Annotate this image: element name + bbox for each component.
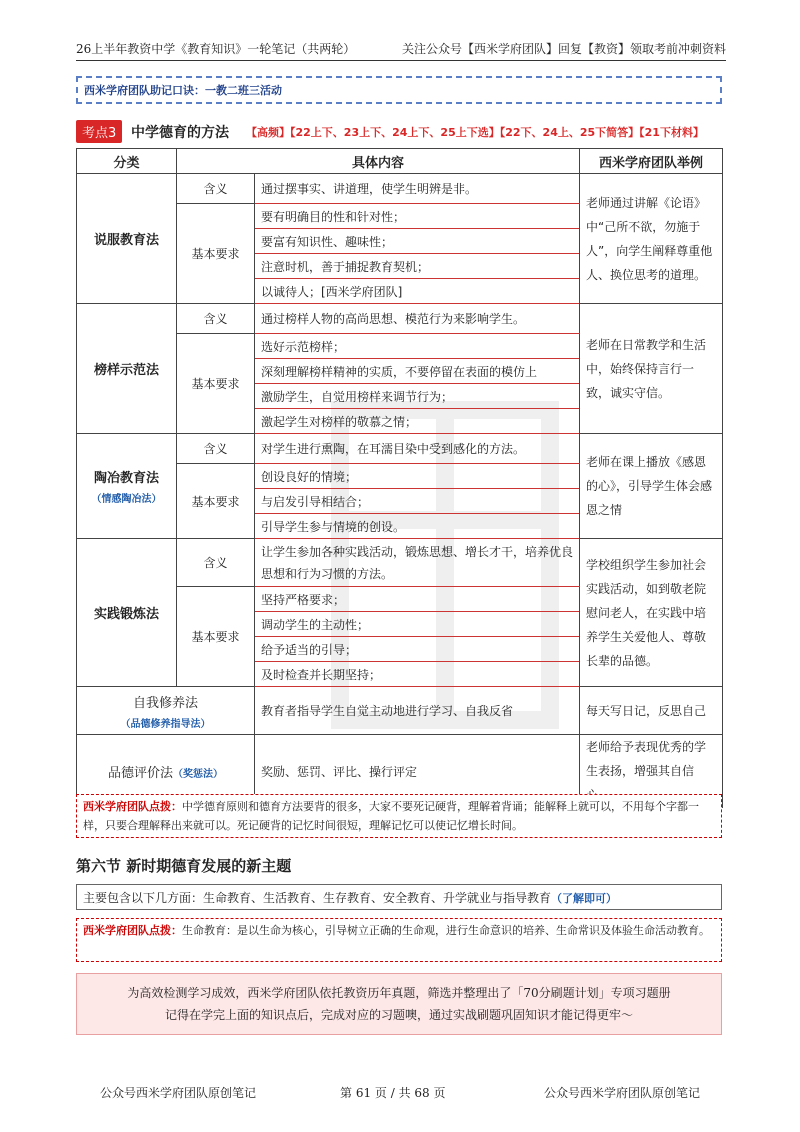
promo-line2: 记得在学完上面的知识点后，完成对应的习题噢，通过实战刷题巩固知识才能记得更牢～: [164, 1008, 633, 1022]
topics-text: 主要包含以下几方面：生命教育、生活教育、生存教育、安全教育、升学就业与指导教育: [83, 891, 552, 905]
method-category: [77, 539, 177, 687]
footer-right: 公众号西米学府团队原创笔记: [544, 1086, 701, 1100]
method-content: 教育者指导学生自觉主动地进行学习、自我反省: [255, 687, 580, 735]
tip2-text: 生命教育：是以生命为核心，引导树立正确的生命观，进行生命意识的培养、生命常识及体验生命活动教育。: [182, 924, 710, 937]
method-category: [77, 174, 177, 304]
requirement-item: 激起学生对榜样的敬慕之情；: [255, 409, 580, 434]
requirement-item: 注意时机，善于捕捉教育契机；: [255, 254, 580, 279]
definition-label: 含义: [177, 434, 255, 464]
promo-line1: 为高效检测学习成效，西米学府团队依托教资历年真题，筛选并整理出了「70分刷题计划」专项习题册: [127, 986, 671, 1000]
method-name: 自我修养法: [132, 695, 198, 711]
method-example: 每天写日记，反思自己: [580, 687, 723, 735]
definition-text: 通过榜样人物的高尚思想、模范行为来影响学生。: [255, 304, 580, 334]
definition-text: 通过摆事实、讲道理，使学生明辨是非。: [255, 174, 580, 204]
definition-label: 含义: [177, 539, 255, 587]
requirement-item: 坚持严格要求；: [255, 587, 580, 612]
requirement-item: 调动学生的主动性；: [255, 612, 580, 637]
definition-label: 含义: [177, 304, 255, 334]
kaodian-frequency: 【高频】【22上下、23上下、24上下、25上下选】【22下、24上、25下简答】【21下材料】: [246, 126, 704, 139]
requirement-item: 引导学生参与情境的创设。: [255, 514, 580, 539]
method-note: （情感陶冶法）: [91, 494, 162, 505]
method-example: 学校组织学生参加社会实践活动，如到敬老院慰问老人，在实践中培养学生关爱他人、尊敬长辈的品德。: [580, 539, 723, 687]
requirement-item: 以诚待人；[西米学府团队]: [255, 279, 580, 304]
table-row: [77, 304, 723, 334]
header-content: 具体内容: [177, 149, 580, 174]
kaodian-title: 中学德育的方法: [131, 125, 229, 141]
tip2-label: 西米学府团队点拨：: [83, 924, 182, 937]
method-name: 榜样示范法: [93, 363, 159, 378]
table-row: [77, 174, 723, 204]
requirement-item: 给予适当的引导；: [255, 637, 580, 662]
section-title: 第六节 新时期德育发展的新主题: [76, 857, 292, 875]
table-header-row: [77, 149, 723, 174]
header-left: 26上半年教资中学《教育知识》一轮笔记（共两轮）: [76, 42, 356, 56]
table-row: [77, 687, 723, 735]
header-right: 关注公众号【西米学府团队】回复【教资】领取考前冲刺资料: [401, 42, 726, 56]
method-content: 奖励、惩罚、评比、操行评定: [255, 735, 580, 808]
definition-label: 含义: [177, 174, 255, 204]
table-row: [77, 434, 723, 464]
table-row: [77, 539, 723, 587]
requirements-label: 基本要求: [177, 587, 255, 687]
tip-box-2: [76, 918, 722, 962]
footer-page: 第 61 页 / 共 68 页: [340, 1086, 446, 1100]
method-name: 陶冶教育法: [93, 471, 159, 486]
mnemonic-box: 西米学府团队助记口诀：一教二班三活动: [76, 76, 722, 104]
moral-methods-table: [76, 148, 723, 808]
header-example: 西米学府团队举例: [580, 149, 723, 174]
method-example: 老师在课上播放《感恩的心》，引导学生体会感恩之情: [580, 434, 723, 539]
topics-box: [76, 884, 722, 910]
method-name: 说服教育法: [93, 233, 159, 248]
tip1-label: 西米学府团队点拨：: [83, 800, 182, 813]
requirement-item: 选好示范榜样；: [255, 334, 580, 359]
definition-text: 对学生进行熏陶，在耳濡目染中受到感化的方法。: [255, 434, 580, 464]
requirement-item: 创设良好的情境；: [255, 464, 580, 489]
promo-banner: [76, 973, 722, 1035]
page-header: [76, 40, 726, 61]
method-example: 老师给予表现优秀的学生表扬，增强其自信: [580, 735, 723, 808]
method-category: [77, 687, 255, 735]
tip1-text: 中学德育原则和德育方法要背的很多，大家不要死记硬背，理解着背诵；能解释上就可以，不用每个字都一样，只要合理解释出来就可以。死记硬背的记忆时间很短，理解记忆可以使记忆增长时间。: [83, 800, 699, 832]
method-note: （品德修养指导法）: [120, 718, 211, 730]
method-category: [77, 434, 177, 539]
header-category: 分类: [77, 149, 177, 174]
requirement-item: 与启发引导相结合；: [255, 489, 580, 514]
kaodian-tag: 考点3: [76, 120, 122, 143]
requirement-item: 深刻理解榜样精神的实质，不要停留在表面的模仿上: [255, 359, 580, 384]
requirement-item: 及时检查并长期坚持；: [255, 662, 580, 687]
requirement-item: 激励学生，自觉用榜样来调节行为；: [255, 384, 580, 409]
method-example: 老师在日常教学和生活中，始终保持言行一致，诚实守信。: [580, 304, 723, 434]
kaodian-heading: [76, 120, 726, 142]
requirements-label: 基本要求: [177, 334, 255, 434]
method-note: （奖惩法）: [173, 768, 223, 780]
tip-box-1: [76, 794, 722, 838]
method-name: 品德评价法: [107, 765, 173, 781]
topics-note: （了解即可）: [551, 892, 618, 905]
footer-left: 公众号西米学府团队原创笔记: [100, 1086, 257, 1100]
requirement-item: 要有明确目的性和针对性；: [255, 204, 580, 229]
method-name: 实践锻炼法: [93, 607, 159, 622]
requirement-item: 要富有知识性、趣味性；: [255, 229, 580, 254]
method-category: [77, 304, 177, 434]
requirements-label: 基本要求: [177, 464, 255, 539]
method-example: 老师通过讲解《论语》中“己所不欲，勿施于人”，向学生阐释尊重他人、换位思考的道理。: [580, 174, 723, 304]
definition-text: 让学生参加各种实践活动，锻炼思想、增长才干，培养优良思想和行为习惯的方法。: [255, 539, 580, 587]
requirements-label: 基本要求: [177, 204, 255, 304]
